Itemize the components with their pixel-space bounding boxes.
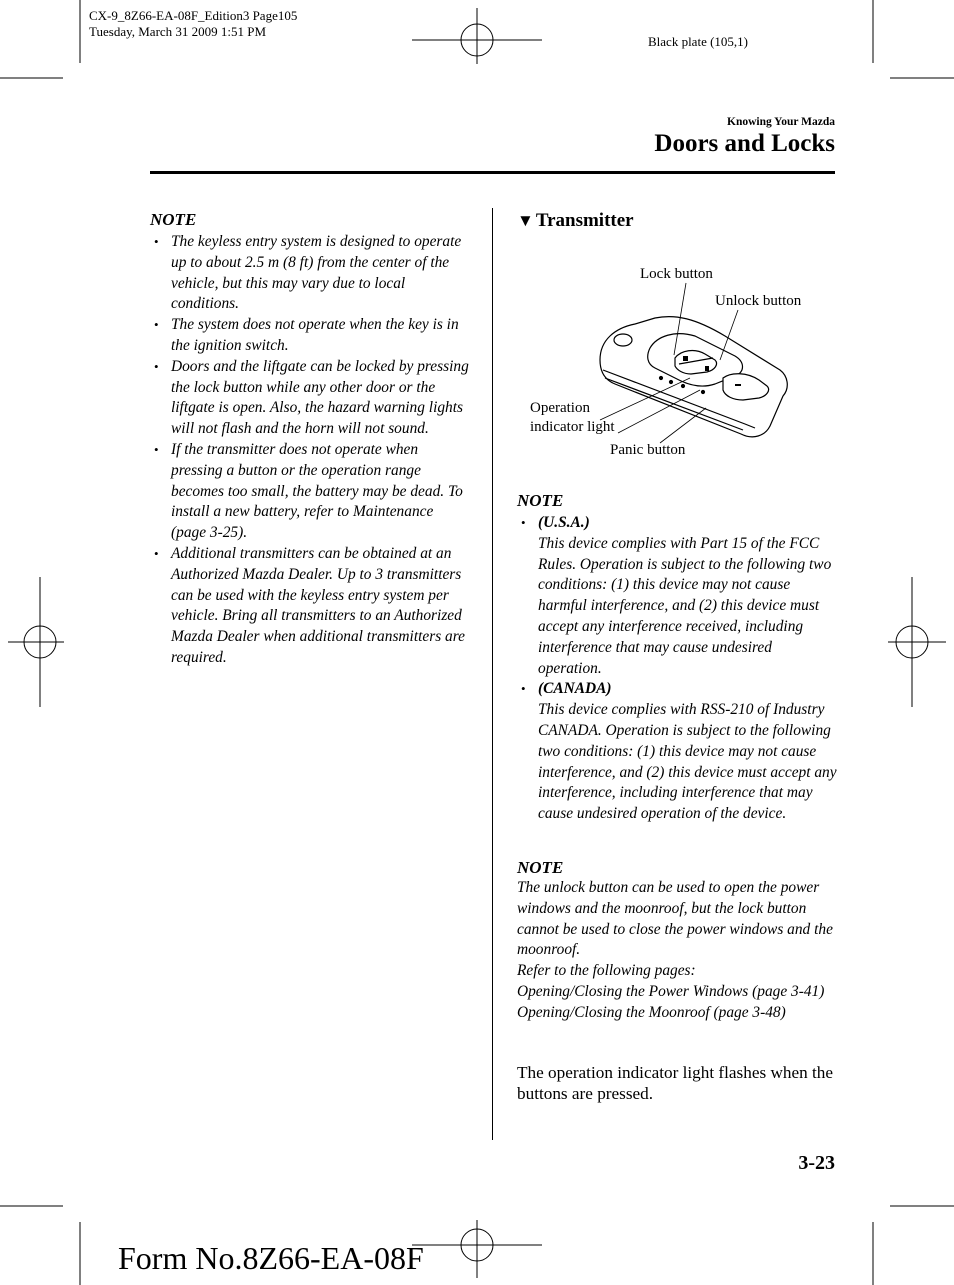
operation-label-line1: Operation <box>530 400 590 416</box>
note-text: Opening/Closing the Moonroof (page 3-48) <box>517 1003 786 1021</box>
canada-tag: • (CANADA) <box>538 680 612 698</box>
note-heading: NOTE <box>517 491 564 510</box>
note-item: • Additional transmitters can be obtained at an Authorized Mazda Dealer. Up to 3 transmitters can be used with the keyless entry system per vehicle. Bring all transmitters to an Authorized Mazda Dealer when additional transmitters are required. <box>150 544 472 669</box>
panic-button-label: Panic button <box>610 442 686 458</box>
transmitter-heading-text: Transmitter <box>535 210 634 231</box>
fcc-note <box>517 491 837 825</box>
print-info-file: CX-9_8Z66-EA-08F_Edition3 Page105 <box>89 8 298 23</box>
lock-button-label: Lock button <box>640 266 713 282</box>
note-item-canada <box>517 679 837 825</box>
page-number: 3-23 <box>798 1152 835 1174</box>
page-title: Doors and Locks <box>654 130 835 157</box>
note-item: • The keyless entry system is designed to operate up to about 2.5 m (8 ft) from the center of the vehicle, but this may vary due to local conditions. <box>150 232 472 315</box>
canada-text: This device complies with RSS-210 of Industry CANADA. Operation is subject to the following two conditions: (1) this device may not cause interference, and (2) this device must accept any interference, including interference that may cause undesired operation of the device. <box>538 701 837 823</box>
note-item: • The system does not operate when the key is in the ignition switch. <box>150 315 472 357</box>
note-text: The unlock button can be used to open the power windows and the moonroof, but the lock button cannot be used to close the power windows and the moonroof. <box>517 879 833 959</box>
form-number: Form No.8Z66-EA-08F <box>118 1240 424 1276</box>
operation-label-line2: indicator light <box>530 419 615 435</box>
note-item-usa <box>517 513 837 679</box>
note-heading: NOTE <box>150 210 197 229</box>
section-label: Knowing Your Mazda <box>727 116 835 128</box>
indicator-paragraph: The operation indicator light flashes when the buttons are pressed. <box>517 1063 833 1103</box>
note-text: Refer to the following pages: <box>517 962 696 980</box>
triangle-down-icon: ▼ <box>517 211 534 230</box>
note-list <box>517 513 837 825</box>
note-text: Opening/Closing the Power Windows (page 3-41) <box>517 982 825 1000</box>
note-item: • If the transmitter does not operate when pressing a button or the operation range becomes too small, the battery may be dead. To install a new battery, refer to Maintenance (page 3-25). <box>150 440 472 544</box>
plate-info: Black plate (105,1) <box>648 34 748 49</box>
note-heading: NOTE <box>517 858 564 877</box>
usa-text: This device complies with Part 15 of the FCC Rules. Operation is subject to the following two conditions: (1) this device may not cause harmful interference, and (2) this device must accept any interference received, including interference that may cause undesired operation. <box>538 534 832 677</box>
print-info-date: Tuesday, March 31 2009 1:51 PM <box>89 24 267 39</box>
operation-indicator-label <box>530 399 615 437</box>
usa-tag: • (U.S.A.) <box>538 514 590 531</box>
power-window-note <box>517 858 837 1024</box>
note-item: • Doors and the liftgate can be locked by pressing the lock button while any other door or the liftgate is open. Also, the hazard warning lights will not flash and the horn will not sound. <box>150 357 472 440</box>
unlock-button-label: Unlock button <box>715 293 802 309</box>
